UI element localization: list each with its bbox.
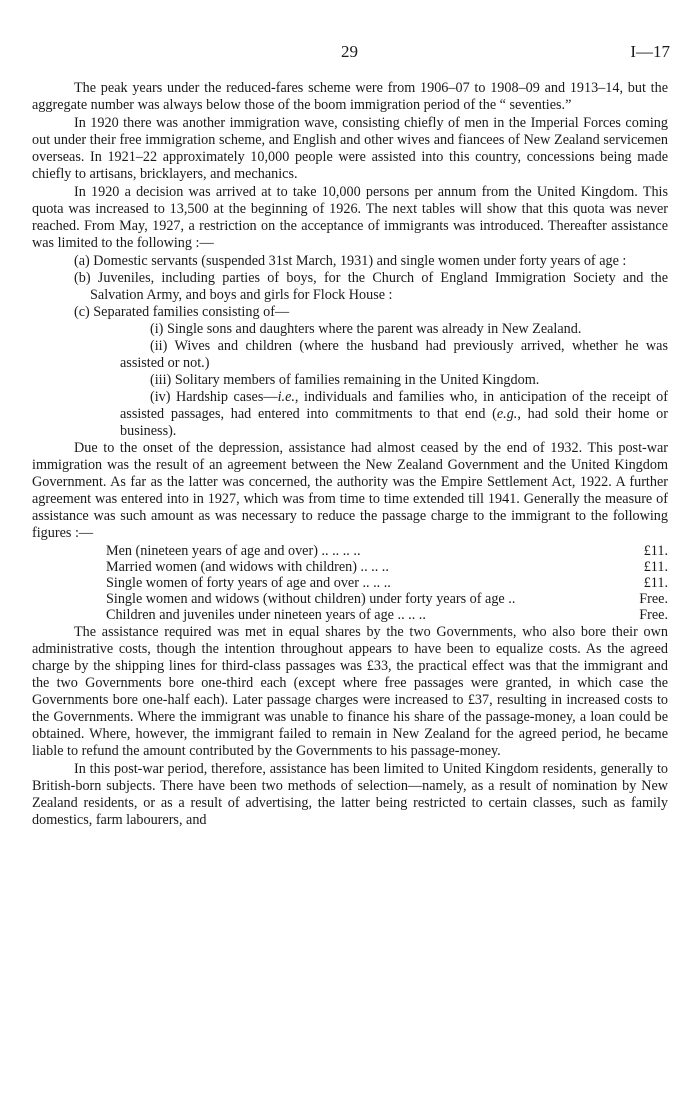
paragraph-quota: In 1920 a decision was arrived at to take 10,000 persons per annum from the United Kingdom. This quota was increased to 13,500 at the beginning of 1926. The next tables will show that this quota was never reached. From May, 1927, a restriction on the acceptance of immigrants was introduced. Thereafter assistance was limited to the following :— — [32, 184, 668, 251]
table-row — [106, 607, 668, 623]
sub-item-iv-ie: i.e. — [277, 389, 295, 405]
passage-charge-table — [106, 543, 668, 623]
paragraph-selection: In this post-war period, therefore, assistance has been limited to United Kingdom residents, generally to British-born subjects. There have been two methods of selection—namely, as a result of nomination by New Zealand residents, or as a result of advertising, the latter being restricted to certain classes, such as family domestics, farm labourers, and — [32, 761, 668, 828]
row-label: Single women of forty years of age and over .. .. .. — [106, 575, 391, 591]
document-reference: I—17 — [630, 42, 670, 61]
row-value: Free. — [639, 607, 668, 623]
sub-item-iv-part: , individuals and families who, in anticipation of the receipt of assisted passages, had entered into commitments to that end ( — [120, 389, 669, 422]
row-value: £11. — [643, 575, 668, 591]
row-label: Single women and widows (without children) under forty years of age .. — [106, 591, 516, 607]
row-label: Men (nineteen years of age and over) .. .. .. .. — [106, 543, 361, 559]
sub-item-ii: (ii) Wives and children (where the husband had previously arrived, whether he was assisted or not.) — [120, 338, 668, 371]
paragraph-depression: Due to the onset of the depression, assistance had almost ceased by the end of 1932. This post-war immigration was the result of an agreement between the New Zealand Government and the United Kingdom Government. As far as the latter was concerned, the authority was the Empire Settlement Act, 1922. A further agreement was entered into in 1927, which was from time to time extended till 1941. Generally the measure of assistance was such amount as was necessary to reduce the passage charge to the immigrant to the following figures :— — [32, 440, 668, 541]
list-item-b: (b) Juveniles, including parties of boys, for the Church of England Immigration Society and the Salvation Army, and boys and girls for Flock House : — [74, 270, 668, 303]
row-value: £11. — [643, 543, 668, 559]
sub-item-i: (i) Single sons and daughters where the parent was already in New Zealand. — [150, 321, 582, 337]
page-number: 29 — [341, 42, 358, 61]
row-value: Free. — [639, 591, 668, 607]
table-row — [106, 591, 668, 607]
sub-item-iv-eg: e.g. — [496, 406, 518, 422]
sub-item-iv-part: , had sold their home or business). — [120, 406, 668, 439]
document-body — [32, 80, 668, 830]
table-row — [106, 543, 668, 559]
list-item-c: (c) Separated families consisting of— — [74, 304, 290, 320]
row-label: Children and juveniles under nineteen years of age .. .. .. — [106, 607, 426, 623]
row-label: Married women (and widows with children) .. .. .. — [106, 559, 389, 575]
sub-item-iv — [32, 389, 668, 440]
sub-item-iv-part: (iv) Hardship cases— — [150, 389, 278, 405]
paragraph-peak-years: The peak years under the reduced-fares scheme were from 1906–07 to 1908–09 and 1913–14, but the aggregate number was always below those of the boom immigration period of the “ seventies.” — [32, 80, 668, 113]
table-row — [106, 575, 668, 591]
paragraph-1920-wave: In 1920 there was another immigration wave, consisting chiefly of men in the Imperial Forces coming out under their free immigration scheme, and English and other wives and fiancees of New Zealand servicemen overseas. In 1921–22 approximately 10,000 people were assisted into this country, concessions being made chiefly to artisans, bricklayers, and mechanics. — [32, 115, 668, 182]
paragraph-cost-sharing: The assistance required was met in equal shares by the two Governments, who also bore their own administrative costs, though the intention throughout appears to have been to equalize costs. As the agreed charge by the shipping lines for third-class passages was £33, the practical effect was that the immigrant and the two Governments bore one-third each (except where free passages were granted, in which case the Governments bore one-half each). Later passage charges were increased to £37, resulting in increased costs to the Governments. Where the immigrant was unable to finance his share of the passage-money, a loan could be obtained. Where, however, the immigrant failed to remain in New Zealand for the agreed period, he became liable to refund the amount contributed by the Governments to his passage-money. — [32, 624, 668, 759]
table-row — [106, 559, 668, 575]
row-value: £11. — [643, 559, 668, 575]
list-item-a: (a) Domestic servants (suspended 31st March, 1931) and single women under forty years of age : — [74, 253, 627, 269]
sub-item-iii: (iii) Solitary members of families remaining in the United Kingdom. — [150, 372, 540, 388]
